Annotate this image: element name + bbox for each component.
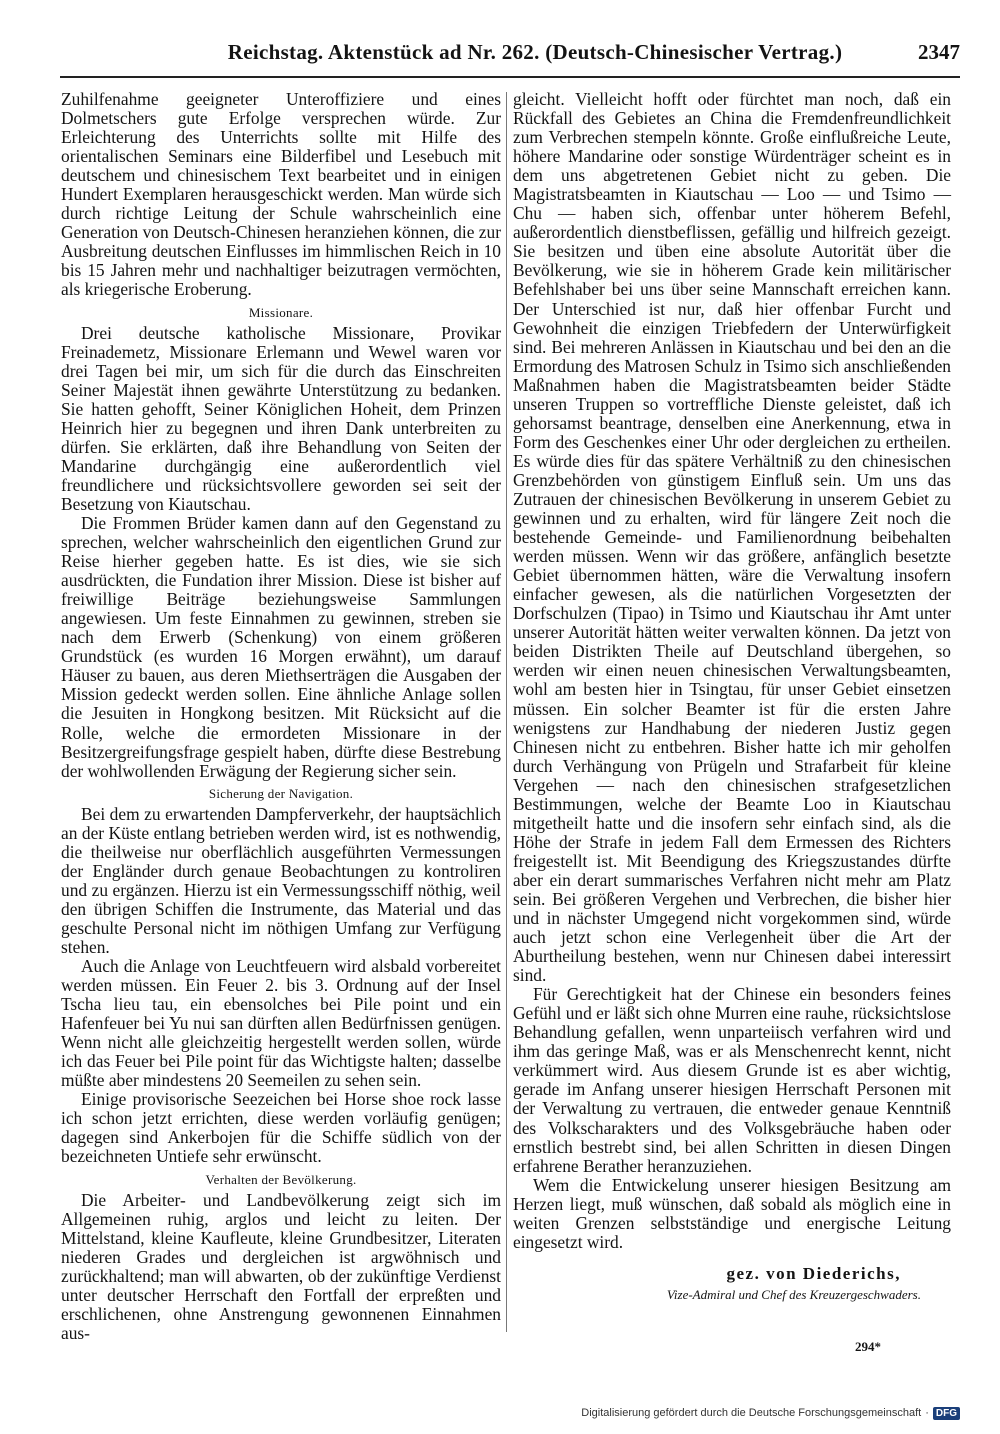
paragraph: Zuhilfenahme geeigneter Unteroffiziere und eines Dolmetschers gute Erfolge versprechen würde. Zur Erleichterung des Unterrichts sollte mit Hilfe des orientalischen Seminars eine Bilderfibel und Lesebuch mit deutschem und chinesischem Text bearbeitet und in einigen Hundert Exemplaren herausgeschickt werden. Man würde sich durch richtige Leitung der Schule wahrscheinlich eine Generation von Deutsch-Chinesen heranziehen können, die zur Ausbreitung deutschen Einflusses im himmlischen Reich in 10 bis 15 Jahren mehr und nachhaltiger beizutragen vermöchten, als kriegerische Eroberung. bbox=[61, 89, 501, 300]
header-rule bbox=[60, 76, 960, 78]
page-number: 2347 bbox=[918, 40, 960, 64]
paragraph: gleicht. Vielleicht hofft oder fürchtet man noch, daß ein Rückfall des Gebietes an China die Fremdenfreundlichkeit zum Verbrechen stempeln könnte. Große einflußreiche Leute, höhere Mandarine oder sonstige Würdenträger scheint es in dem uns abgetretenen Gebiet nicht zu geben. Die Magistratsbeamten in Kiautschau — Loo — und Tsimo — Chu — haben sich, offenbar unter höherem Befehl, außerordentlich dienstbeflissen, gefällig und hilfreich gezeigt. Sie besitzen und üben eine absolute Autorität über die Bevölkerung, wie sie in höherem Grade kein militärischer Befehlshaber bei uns über seine Mannschaft erreichen kann. Der Unterschied ist nur, daß hier offenbar Furcht und Gewohnheit die einzigen Triebfedern der Unterwürfigkeit sind. Bei mehreren Anlässen in Kiautschau und bei den an die Ermordung des Matrosen Schulz in Tsimo sich anschließenden Maßnahmen haben die Magistratsbeamten beider Städte unseren Truppen so vortreffliche Dienste geleistet, daß ich gehorsamst beantrage, denselben eine Anerkennung, etwa in Form des Geschenkes einer Uhr oder dergleichen zu ertheilen. Es würde dies für das spätere Verhältniß zu den chinesischen Grenzbehörden von günstigem Einfluß sein. Um uns das Zutrauen der chinesischen Bevölkerung in unserem Gebiet zu gewinnen und zu erhalten, wird für längere Zeit noch die bestehende Gemeinde- und Familienordnung beibehalten werden müssen. Wenn wir das größere, anfänglich besetzte Gebiet übernommen hätten, wäre die Verwaltung insofern einfacher gewesen, als die natürlichen Vorgesetzten der Dorfschulzen (Tipao) in Tsimo und Kiautschau ihr Amt unter unserer Autorität hätten weiter verwalten können. Da jetzt von beiden Distrikten Theile auf Deutschland übergehen, so werden wir einen neuen chinesischen Verwaltungsbeamten, wohl am besten hier in Tsingtau, für unser Gebiet einsetzen müssen. Ein solcher Beamter ist für die ersten Jahre wenigstens zur Handhabung der niederen Justiz gegen Chinesen nicht zu entbehren. Bisher hatte ich mir geholfen durch Verhängung von Prügeln und Strafarbeit für kleine Vergehen — nach den chinesischen strafgesetzlichen Bestimmungen, welche der Beamte Loo in Kiautschau mitgetheilt hatte und die insofern sehr einfach sind, als die Höhe der Strafe in jedem Fall dem Ermessen des Richters freigestellt ist. Mit Beendigung des Kriegszustandes dürfte aber ein derart summarisches Verfahren nicht mehr am Platz sein. Bei größeren Vergehen und Verbrechen, die bisher hier und in nächster Umgegend nicht vorgekommen sind, würde auch jetzt schon eine Verlegenheit über die Art der Aburtheilung bestehen, wenn nur Chinesen dabei interessirt sind. bbox=[513, 89, 951, 986]
paragraph: Einige provisorische Seezeichen bei Horse shoe rock lasse ich schon jetzt errichten, diese werden vorläufig genügen; dagegen sind Ankerbojen für die Schiffe südlich von der bezeichneten Untiefe sehr erwünscht. bbox=[61, 1089, 501, 1167]
left-column bbox=[61, 90, 501, 1343]
column-divider bbox=[506, 92, 507, 1332]
paragraph: Auch die Anlage von Leuchtfeuern wird alsbald vorbereitet werden müssen. Ein Feuer 2. bis 3. Ordnung auf der Insel Tscha lieu tau, ein ebensolches bei Pile point und ein Hafenfeuer bei Yu nui san dürften allen Bedürfnissen genügen. Wenn nicht alle gleichzeitig hergestellt werden sollen, würde ich das Feuer bei Pile point für das Wichtigste halten; dasselbe müßte aber mindestens 20 Seemeilen zu sehen sein. bbox=[61, 956, 501, 1091]
footer-separator: · bbox=[925, 1407, 929, 1419]
paragraph: Für Gerechtigkeit hat der Chinese ein besonders feines Gefühl und er läßt sich ohne Murren eine rauhe, rücksichtslose Behandlung gefallen, wenn unparteiisch verfahren wird und ihm das geringe Maß, was er als Menschenrecht kennt, nicht verkümmert wird. Aus diesem Grunde ist es aber wichtig, gerade im Anfang unserer hiesigen Herrschaft Personen mit der Verwaltung zu vertrauen, die entweder genaue Kenntniß des Volkscharakters und des Volksgebräuche haben oder ernstlich bestrebt sind, bei allen Schritten in diesen Dingen erfahrene Berather heranzuziehen. bbox=[513, 984, 951, 1176]
paragraph: Drei deutsche katholische Missionare, Provikar Freinademetz, Missionare Erlemann und Wewel waren vor drei Tagen bei mir, um sich für die durch das Einschreiten Seiner Majestät ihnen gewährte Unterstützung zu bedanken. Sie hatten gehofft, Seiner Königlichen Hoheit, dem Prinzen Heinrich hier zu begegnen und ihren Dank unterbreiten zu dürfen. Sie erklärten, daß ihre Behandlung von Seiten der Mandarine durchgängig eine außerordentlich viel freundlichere und rücksichtsvollere geworden sei seit der Besetzung von Kiautschau. bbox=[61, 322, 501, 514]
signature: gez. von Diederichs, bbox=[726, 1263, 901, 1283]
right-column bbox=[513, 90, 951, 1304]
page-header bbox=[60, 40, 960, 72]
section-heading-missionare: Missionare. bbox=[248, 304, 314, 320]
paragraph: Die Arbeiter- und Landbevölkerung zeigt sich im Allgemeinen ruhig, arglos und leicht zu leiten. Der Mittelstand, kleine Kaufleute, kleine Grundbesitzer, Literaten niederen Grades und dergleichen ist argwöhnisch und zurückhaltend; man will abwarten, ob der zukünftige Verdienst unter deutscher Herrschaft den Fortfall der erpreßten und erschlichenen, ohne Anstrengung gewonnenen Einnahmen aus- bbox=[61, 1189, 501, 1343]
digitization-footer bbox=[581, 1405, 960, 1421]
paragraph: Wem die Entwickelung unserer hiesigen Besitzung am Herzen liegt, muß wünschen, daß sobald als möglich eine in weiten Grenzen selbstständige und energische Leitung eingesetzt wird. bbox=[513, 1174, 951, 1252]
paragraph: Bei dem zu erwartenden Dampferverkehr, der hauptsächlich an der Küste entlang betrieben werden wird, ist es nothwendig, die theilweise nur oberflächlich ausgeführten Vermessungen der Engländer durch genaue Beobachtungen zu kontroliren und zu ergänzen. Hierzu ist ein Vermessungsschiff nöthig, weil den übrigen Schiffen die Instrumente, das Material und das geschulte Personal nicht im nöthigen Umfang zur Verfügung stehen. bbox=[61, 803, 501, 957]
dfg-logo-icon: DFG bbox=[933, 1407, 960, 1420]
signature-title: Vize-Admiral und Chef des Kreuzergeschwaders. bbox=[666, 1286, 921, 1302]
section-heading-bevoelkerung: Verhalten der Bevölkerung. bbox=[205, 1171, 357, 1187]
sheet-mark: 294* bbox=[855, 1339, 881, 1354]
section-heading-navigation: Sicherung der Navigation. bbox=[208, 785, 354, 801]
footer-text: Digitalisierung gefördert durch die Deutsche Forschungsgemeinschaft bbox=[581, 1407, 922, 1419]
header-title: Reichstag. Aktenstück ad Nr. 262. (Deutsch-Chinesischer Vertrag.) bbox=[227, 40, 843, 64]
paragraph: Die Frommen Brüder kamen dann auf den Gegenstand zu sprechen, welcher wahrscheinlich den eigentlichen Grund zur Reise hierher gegeben hatte. Es ist dies, wie sie sich ausdrückten, die Fundation ihrer Mission. Diese ist bisher auf freiwillige Beiträge beziehungsweise Sammlungen angewiesen. Um feste Einnahmen zu gewinnen, streben sie nach dem Erwerb (Schenkung) von einem größeren Grundstück (es wurden 16 Morgen erwähnt), um darauf Häuser zu bauen, aus deren Miethserträgen die Ausgaben der Mission gedeckt werden sollen. Eine ähnliche Anlage sollen die Jesuiten in Hongkong besitzen. Mit Rücksicht auf die Rolle, welche die ermordeten Missionare in der Besitzergreifungsfrage gespielt haben, dürfte diese Bestrebung der wohlwollenden Erwägung der Regierung sicher sein. bbox=[61, 512, 501, 781]
